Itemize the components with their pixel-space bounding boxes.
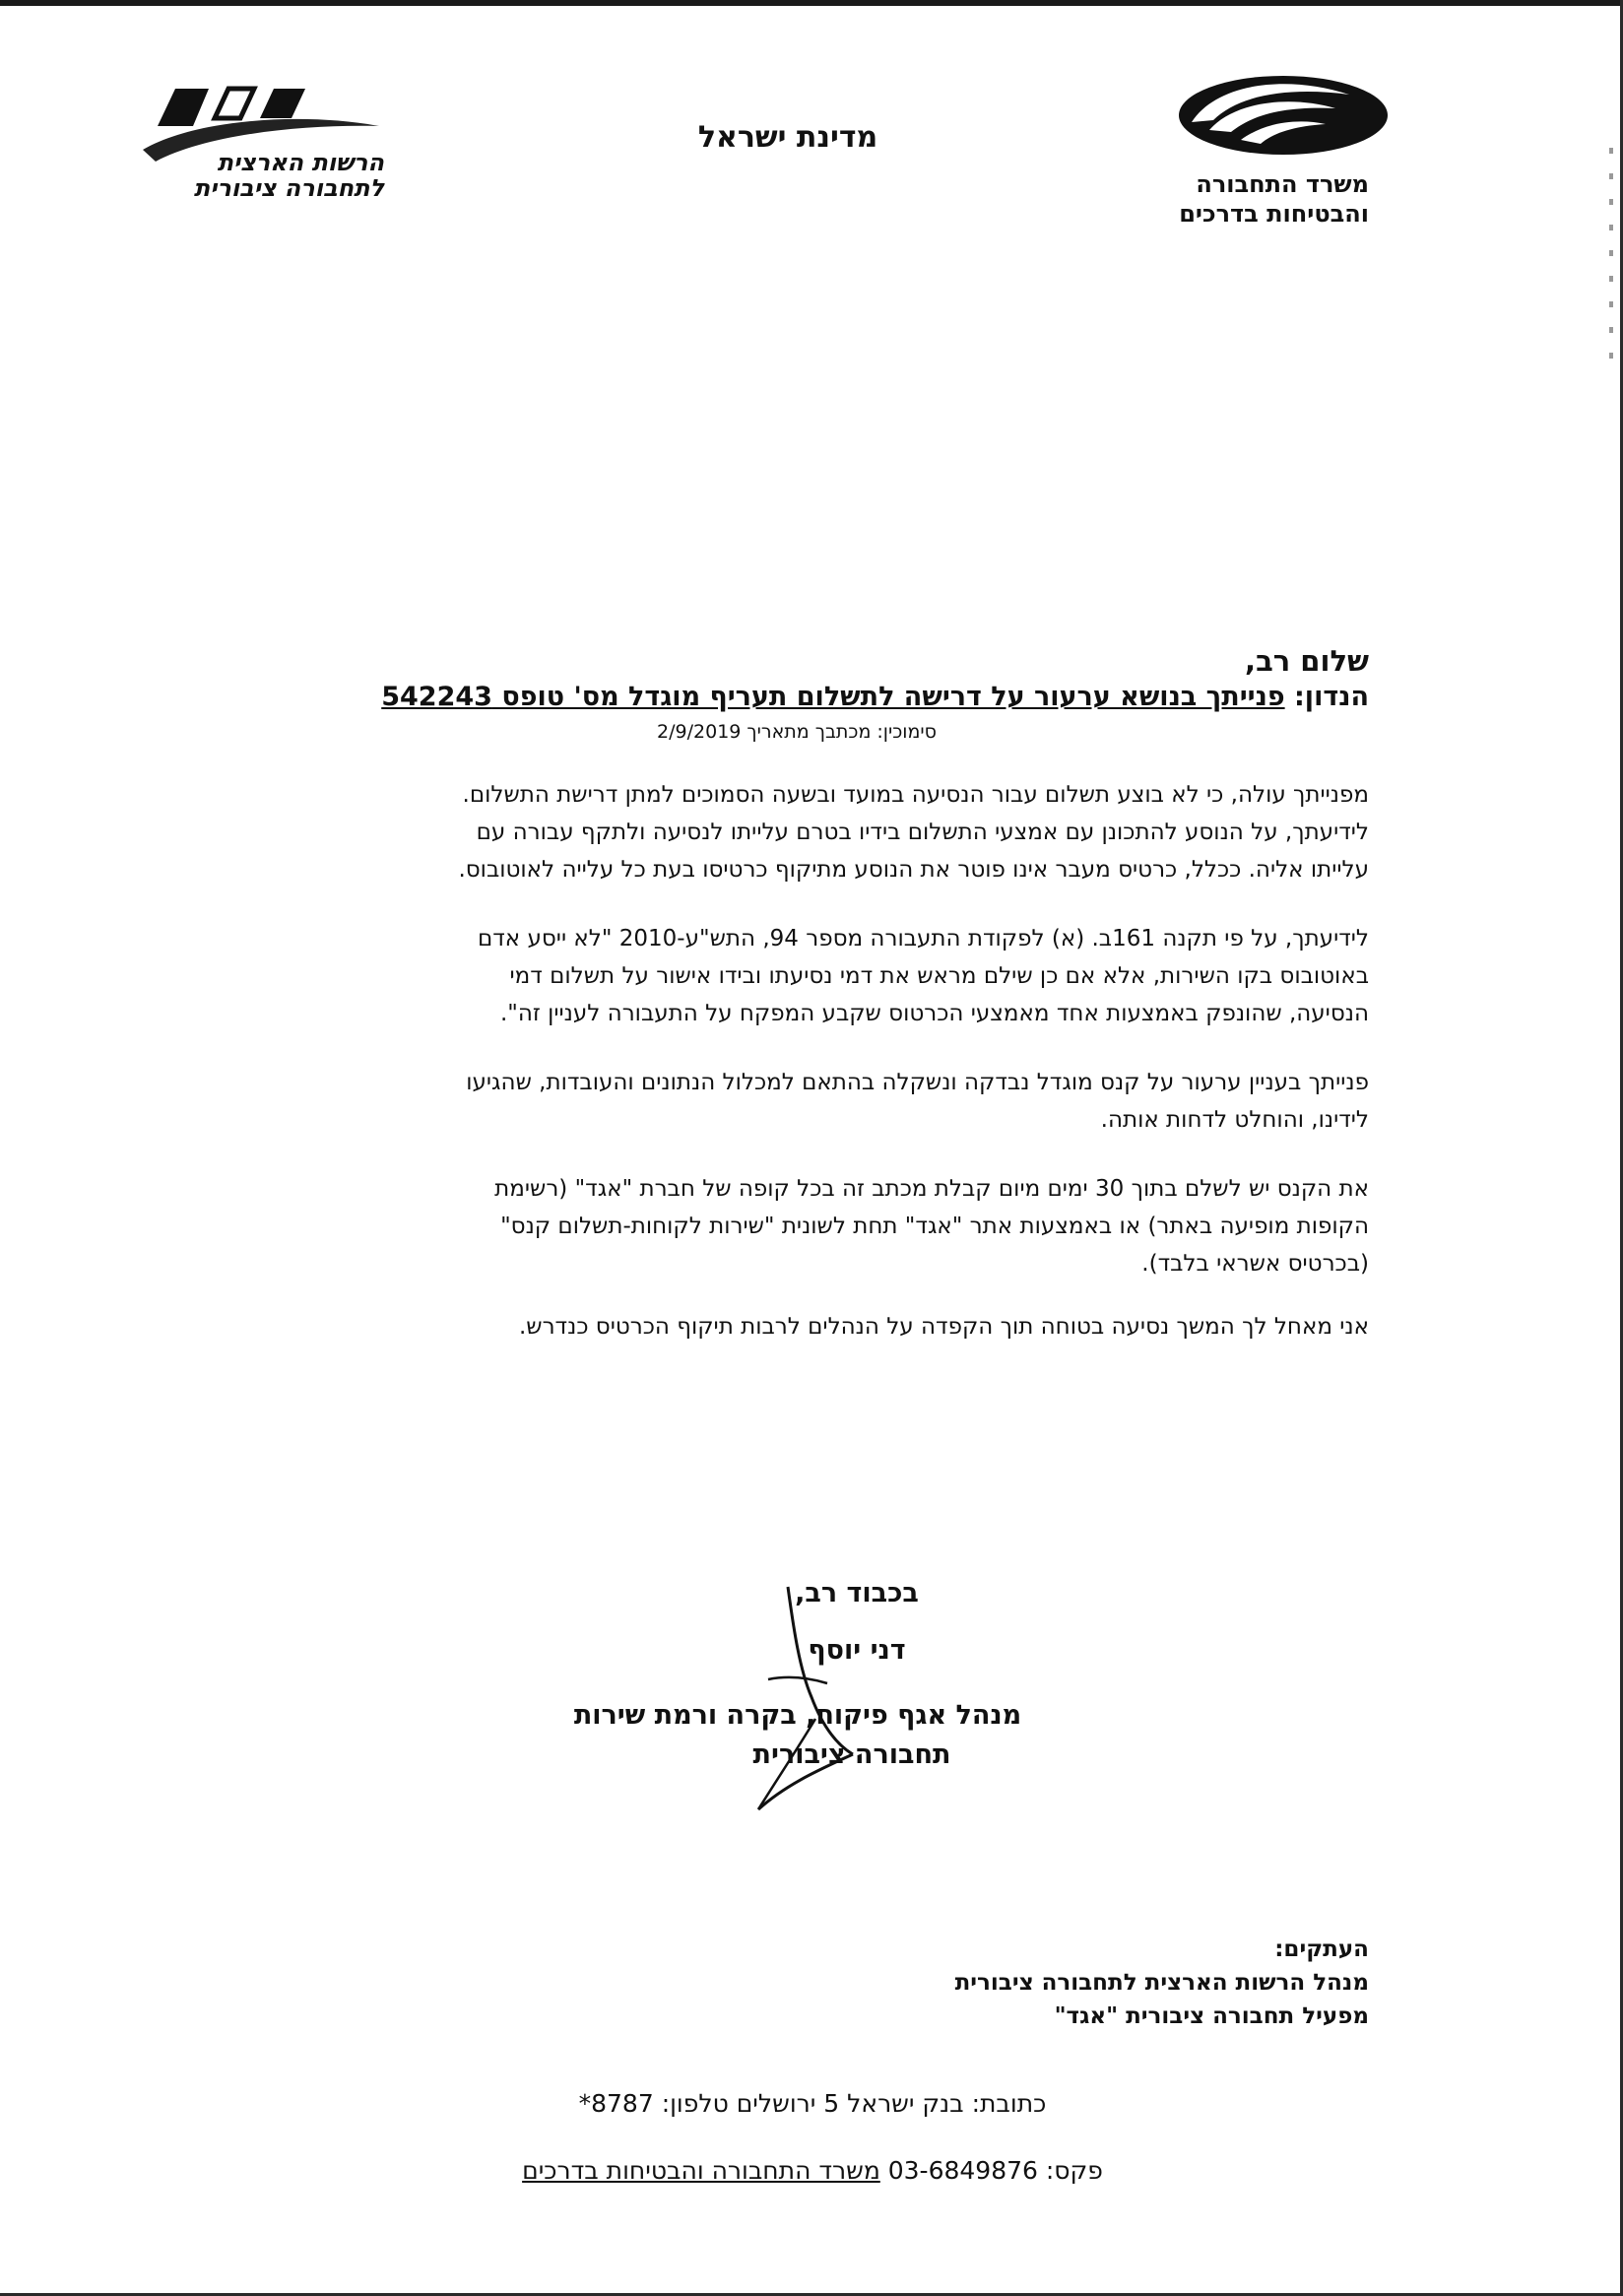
text-line: מפנייתך עולה, כי לא בוצע תשלום עבור הנסיעה במועד ובשעה הסמוכים למתן דרישת התשלום. — [462, 782, 1369, 808]
text-line: אני מאחל לך המשך נסיעה בטוחה תוך הקפדה על הנהלים לרבות תיקוף הכרטיס כנדרש. — [518, 1314, 1369, 1340]
subject-prefix: הנדון: — [1284, 682, 1369, 712]
signature-closing: בכבוד רב, — [795, 1578, 919, 1608]
paragraph-payment-instructions — [225, 1170, 1369, 1282]
footer-address: כתובת: בנק ישראל 5 ירושלים טלפון: 8787* — [578, 2089, 1047, 2118]
authority-name — [148, 150, 384, 201]
text-line: לידינו, והוחלט לדחות אותה. — [1100, 1107, 1369, 1133]
text-line: לידיעתך, על פי תקנה 161ב. (א) לפקודת התעבורה מספר 94, התש"ע-2010 "לא ייסע אדם — [477, 926, 1369, 951]
greeting: שלום רב, — [1245, 644, 1369, 678]
paragraph-payment-notice — [225, 776, 1369, 888]
subject-text: פנייתך בנושא ערעור על דרישה לתשלום תעריף מוגדל מס' טופס 542243 — [381, 682, 1285, 712]
footer-fax-number: פקס: 03-6849876 — [879, 2156, 1103, 2185]
reference-line: סימוכין: מכתבך מתאריך 2/9/2019 — [657, 721, 937, 743]
text-line: פנייתך בעניין ערעור על קנס מוגדל נבדקה ונשקלה בהתאם למכלול הנתונים והעובדות, שהגיעו — [466, 1070, 1369, 1095]
footer-fax — [295, 2153, 1330, 2189]
text-line: את הקנס יש לשלם בתוך 30 ימים מיום קבלת מכתב זה בכל קופה של חברת "אגד" (רשימת — [494, 1176, 1369, 1202]
text-line: באוטובוס בקו השירות, אלא אם כן שילם מראש את דמי נסיעתו ובידו אישור על תשלום דמי — [509, 963, 1369, 989]
cc-heading: העתקים: — [1274, 1936, 1369, 1962]
scan-margin-marks — [1609, 148, 1613, 374]
authority-name-line1: הרשות הארצית — [217, 149, 384, 176]
state-title: מדינת ישראל — [697, 120, 878, 155]
cc-item: מנהל הרשות הארצית לתחבורה ציבורית — [954, 1970, 1369, 1996]
authority-name-line2: לתחבורה ציבורית — [193, 174, 384, 202]
signer-title-line1: מנהל אגף פיקוח, בקרה ורמת שירות — [573, 1700, 1022, 1731]
cc-list — [689, 1933, 1369, 2033]
text-line: הנסיעה, שהונפק באמצעות אחד מאמצעי הכרטוס שקבע המפקח על התעבורה לעניין זה". — [499, 1001, 1369, 1026]
handwritten-signature-icon — [729, 1581, 867, 1817]
footer-fax-org: משרד התחבורה והבטיחות בדרכים — [522, 2156, 880, 2185]
paragraph-regulation — [225, 920, 1369, 1032]
ministry-name — [1123, 169, 1369, 229]
footer — [295, 2086, 1330, 2189]
text-line: עלייתו אליה. ככלל, כרטיס מעבר אינו פוטר את הנוסע מתיקוף כרטיסו בעת כל עלייה לאוטובוס. — [458, 857, 1369, 883]
signer-name: דני יוסף — [808, 1635, 906, 1666]
ministry-name-line2: והבטיחות בדרכים — [1179, 200, 1369, 228]
cc-item: מפעיל תחבורה ציבורית "אגד" — [1054, 2003, 1369, 2029]
letter-body — [225, 642, 1369, 1345]
subject-line — [225, 680, 1369, 715]
signer-title-line2: תחבורה ציבורית — [752, 1739, 951, 1770]
text-line: (בכרטיס אשראי בלבד). — [1141, 1251, 1369, 1277]
text-line: לידיעתך, על הנוסע להתכונן עם אמצעי התשלום בידיו בטרם עלייתו לנסיעה ולתקף עבורה עם — [476, 820, 1369, 845]
ministry-name-line1: משרד התחבורה — [1196, 170, 1369, 198]
text-line: הקופות מופיעה באתר) או באמצעות אתר "אגד" תחת לשונית "שירות לקוחות-תשלום קנס" — [500, 1214, 1369, 1239]
scan-edge-top — [0, 0, 1623, 6]
paragraph-appeal-decision — [225, 1064, 1369, 1139]
paragraph-closing-wish — [225, 1308, 1369, 1345]
